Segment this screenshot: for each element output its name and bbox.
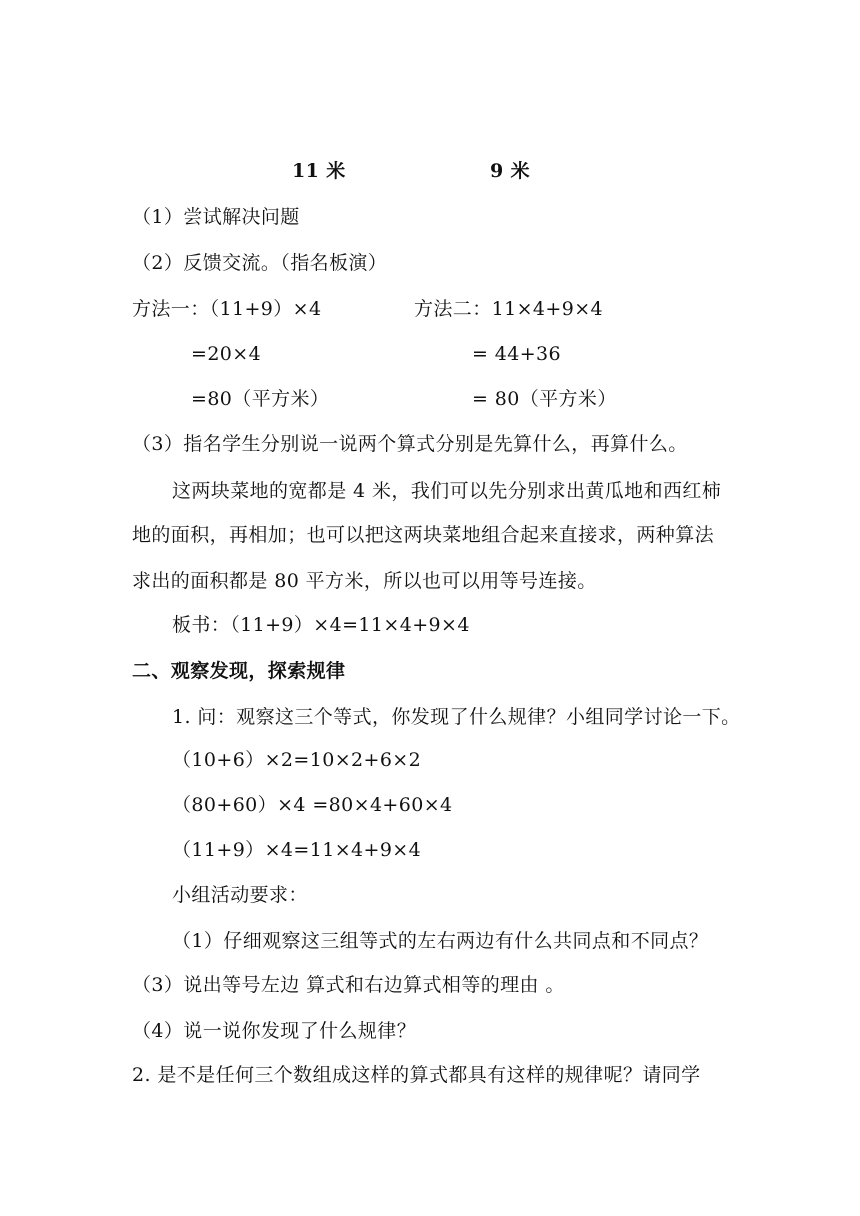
method-2-line-1: 方法二：11×4+9×4 — [414, 298, 604, 320]
requirement-3: （3）说出等号左边 算式和右边算式相等的理由 。 — [132, 974, 565, 996]
method-1-line-1: 方法一：（11+9）×4 — [132, 298, 322, 320]
explanation-line-3: 求出的面积都是 80 平方米，所以也可以用等号连接。 — [132, 570, 597, 592]
diagram-label-left: 11 米 — [292, 160, 346, 182]
method-1-line-2: =20×4 — [191, 343, 262, 365]
method-2-line-2: = 44+36 — [472, 343, 562, 365]
question-1: 1. 问：观察这三个等式，你发现了什么规律？小组同学讨论一下。 — [172, 706, 741, 728]
question-2: 2. 是不是任何三个数组成这样的算式都具有这样的规律呢？请同学 — [132, 1064, 701, 1086]
step-3: （3）指名学生分别说一说两个算式分别是先算什么，再算什么。 — [132, 433, 688, 455]
requirement-1: （1）仔细观察这三组等式的左右两边有什么共同点和不同点？ — [172, 930, 709, 952]
equation-3: （11+9）×4=11×4+9×4 — [172, 839, 422, 861]
step-2: （2）反馈交流。（指名板演） — [132, 252, 388, 274]
requirement-4: （4）说一说你发现了什么规律？ — [132, 1020, 417, 1042]
explanation-line-1: 这两块菜地的宽都是 4 米，我们可以先分别求出黄瓜地和西红柿 — [172, 480, 722, 502]
equation-1: （10+6）×2=10×2+6×2 — [172, 749, 422, 771]
equation-2: （80+60）×4 =80×4+60×4 — [172, 794, 453, 816]
method-2-line-3: = 80（平方米） — [472, 388, 617, 410]
method-1-line-3: =80（平方米） — [191, 388, 330, 410]
explanation-line-2: 地的面积，再相加；也可以把这两块菜地组合起来直接求，两种算法 — [132, 524, 715, 546]
section-heading: 二、观察发现，探索规律 — [132, 660, 346, 682]
requirements-title: 小组活动要求： — [172, 884, 308, 906]
diagram-label-right: 9 米 — [490, 160, 531, 182]
step-1: （1）尝试解决问题 — [132, 206, 300, 228]
board-note: 板书：（11+9）×4=11×4+9×4 — [172, 614, 470, 636]
